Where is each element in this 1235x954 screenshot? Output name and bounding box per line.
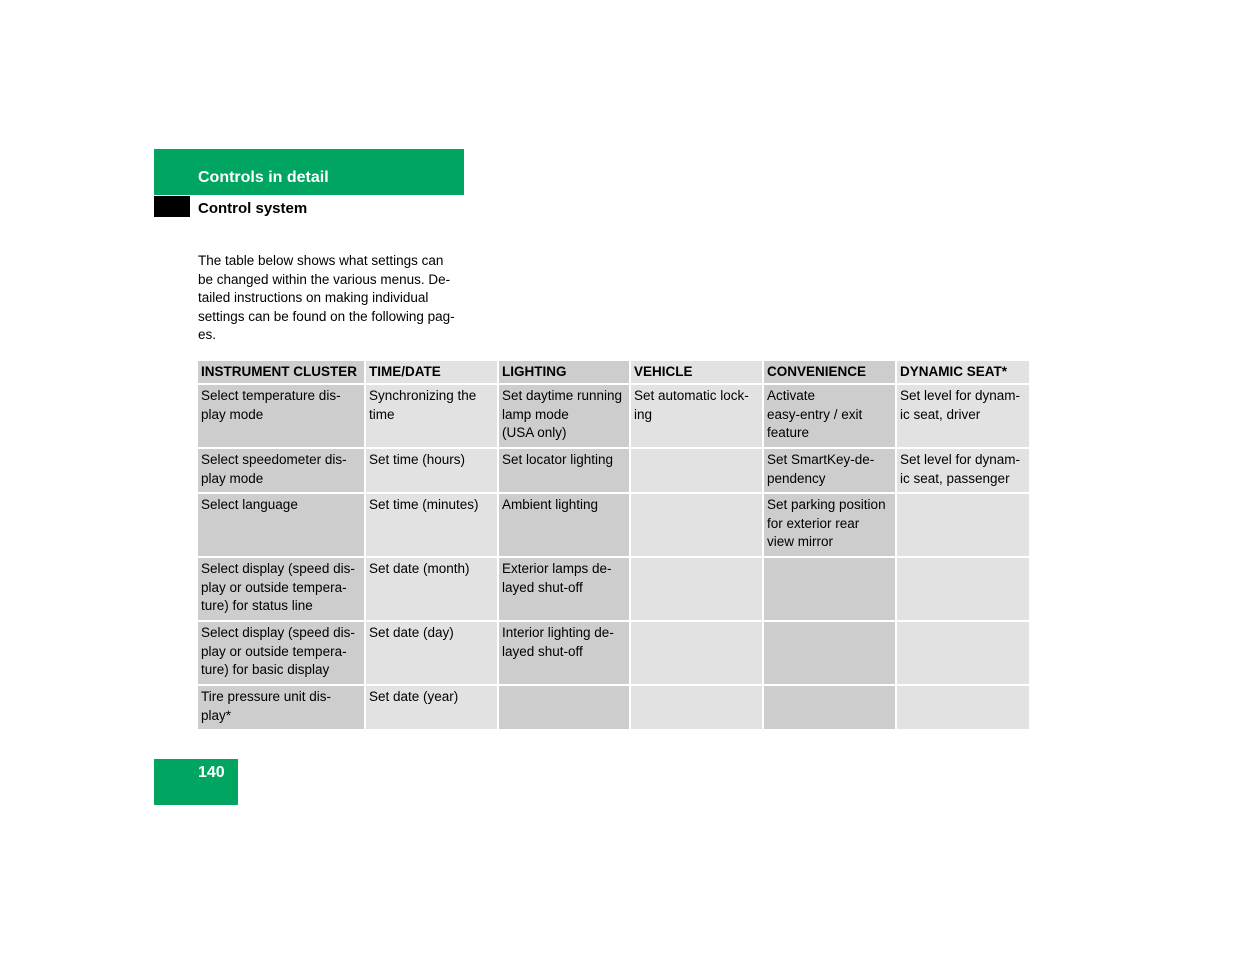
table-row	[198, 685, 1029, 730]
table-cell	[365, 448, 498, 493]
table-cell	[365, 621, 498, 685]
page-number: 140	[198, 764, 225, 781]
table-cell	[630, 493, 763, 557]
intro-line: The table below shows what settings can	[198, 253, 444, 268]
cell-line: layed shut-off	[502, 579, 583, 595]
table-cell	[630, 685, 763, 730]
cell-line: Set daytime running	[502, 387, 623, 403]
cell-line: for exterior rear	[767, 515, 860, 531]
table-cell	[365, 557, 498, 621]
cell-line: pendency	[767, 470, 826, 486]
table-cell	[763, 557, 896, 621]
table-cell	[198, 448, 365, 493]
intro-line: settings can be found on the following pag-	[198, 308, 455, 324]
intro-line: es.	[198, 327, 217, 342]
cell-line: Ambient lighting	[502, 496, 599, 512]
cell-line: view mirror	[767, 534, 833, 550]
table-cell	[198, 621, 365, 685]
page-number-box	[154, 759, 238, 805]
cell-line: Set automatic lock-	[634, 387, 749, 403]
cell-line: Activate	[767, 387, 816, 403]
table-cell	[498, 384, 630, 448]
table-cell	[763, 621, 896, 685]
cell-line: lamp mode	[502, 406, 569, 422]
table-row	[198, 384, 1029, 448]
table-cell	[763, 493, 896, 557]
cell-line: Set time (minutes)	[369, 496, 479, 512]
table-cell	[198, 493, 365, 557]
cell-line: Exterior lamps de-	[502, 560, 612, 576]
table-cell	[896, 557, 1029, 621]
table-cell	[763, 384, 896, 448]
table-cell	[198, 557, 365, 621]
table-cell	[630, 621, 763, 685]
table-row	[198, 621, 1029, 685]
header-time-date: TIME/DATE	[365, 361, 498, 384]
section-marker	[154, 196, 190, 217]
table-cell	[896, 493, 1029, 557]
cell-line: ing	[634, 406, 653, 422]
cell-line: time	[369, 406, 395, 422]
cell-line: ic seat, driver	[900, 406, 981, 422]
table-cell	[763, 685, 896, 730]
cell-line: Select display (speed dis-	[201, 560, 355, 576]
cell-line: Select speedometer dis-	[201, 451, 347, 467]
table-cell	[498, 448, 630, 493]
table-cell	[896, 685, 1029, 730]
table-row	[198, 557, 1029, 621]
section-title: Controls in detail	[198, 169, 329, 186]
cell-line: play mode	[201, 406, 264, 422]
cell-line: easy-entry / exit	[767, 406, 863, 422]
cell-line: Set level for dynam-	[900, 387, 1021, 403]
subsection-title: Control system	[198, 200, 308, 217]
table-cell	[365, 384, 498, 448]
settings-table	[198, 361, 1029, 731]
cell-line: ture) for basic display	[201, 662, 330, 678]
cell-line: play or outside tempera-	[201, 579, 347, 595]
intro-line: be changed within the various menus. De-	[198, 271, 451, 287]
table-cell	[198, 685, 365, 730]
cell-line: Select display (speed dis-	[201, 624, 355, 640]
table-row	[198, 448, 1029, 493]
cell-line: play or outside tempera-	[201, 643, 347, 659]
table-cell	[630, 448, 763, 493]
cell-line: play mode	[201, 470, 264, 486]
table-cell	[365, 685, 498, 730]
cell-line: Set SmartKey-de-	[767, 451, 875, 467]
cell-line: Interior lighting de-	[502, 624, 614, 640]
table-cell	[630, 384, 763, 448]
table-cell	[896, 384, 1029, 448]
table-cell	[498, 557, 630, 621]
table-row	[198, 493, 1029, 557]
table-cell	[896, 448, 1029, 493]
table-cell	[630, 557, 763, 621]
header-lighting: LIGHTING	[498, 361, 630, 384]
header-dynamic-seat: DYNAMIC SEAT*	[896, 361, 1029, 384]
cell-line: Set date (year)	[369, 688, 459, 704]
cell-line: layed shut-off	[502, 643, 583, 659]
cell-line: Set time (hours)	[369, 451, 466, 467]
table-cell	[365, 493, 498, 557]
cell-line: Select language	[201, 496, 298, 512]
header-convenience: CONVENIENCE	[763, 361, 896, 384]
cell-line: Tire pressure unit dis-	[201, 688, 332, 704]
cell-line: ture) for status line	[201, 598, 313, 614]
cell-line: play*	[201, 707, 232, 723]
cell-line: feature	[767, 425, 810, 441]
table-cell	[498, 493, 630, 557]
intro-paragraph	[198, 252, 473, 345]
cell-line: Set locator lighting	[502, 451, 614, 467]
table-header-row	[198, 361, 1029, 384]
table-cell	[198, 384, 365, 448]
cell-line: Set parking position	[767, 496, 886, 512]
table-cell	[498, 685, 630, 730]
table-cell	[498, 621, 630, 685]
cell-line: (USA only)	[502, 425, 567, 441]
cell-line: Set date (month)	[369, 560, 470, 576]
cell-line: Set level for dynam-	[900, 451, 1021, 467]
table-cell	[763, 448, 896, 493]
table-cell	[896, 621, 1029, 685]
header-instrument-cluster: INSTRUMENT CLUSTER	[198, 361, 365, 384]
header-vehicle: VEHICLE	[630, 361, 763, 384]
cell-line: Select temperature dis-	[201, 387, 341, 403]
cell-line: Set date (day)	[369, 624, 454, 640]
intro-line: tailed instructions on making individual	[198, 290, 429, 305]
cell-line: Synchronizing the	[369, 387, 477, 403]
cell-line: ic seat, passenger	[900, 470, 1010, 486]
